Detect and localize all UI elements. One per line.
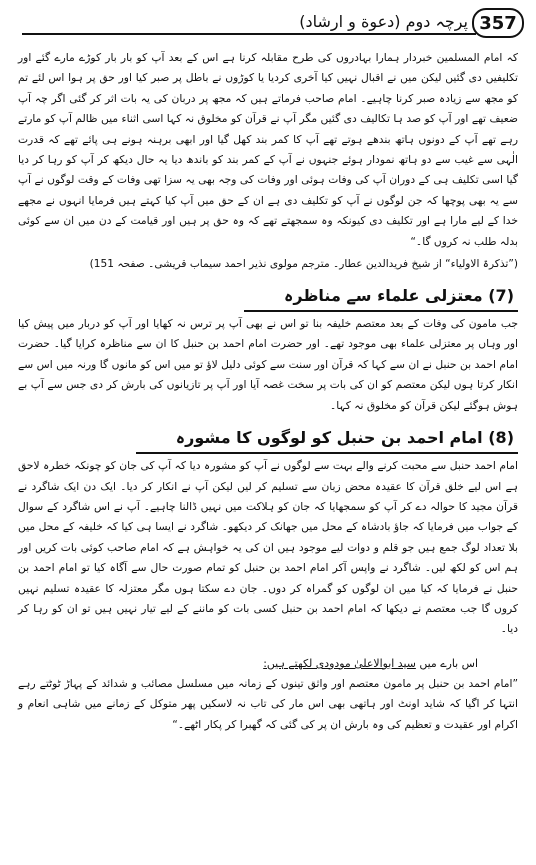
paragraph-1: کہ امام المسلمین خبردار ہمارا بہادروں کی طرح مقابلہ کرنا ہے اس کے بعد آپ کو بار بار کوڑے مارے گئے اور تکلیفیں دی گئیں لیکن میں نے اقبال نہیں کیا آخری کردیا یا کوڑوں نے باطل پر صبر کیا اور حق پر ہوا اس لئے تم کو مجھ سے زیادہ صبر کرنا چاہیے۔ امام صاحب فرماتے ہیں کہ مجھ پر دربان کی یہ بات اثر کر گئی اگر چہ آپ ضعیف تھے اور آپ کو صد ہا تکالیف دی گئیں مگر آپ نے قرآن کو مخلوق نہ کہا اسی اثناء میں ظالم آپ کو مارتے رہے تھے آپ کے دونوں ہاتھ بندھے ہوتے تھے آپ کا کمر بند کھل گیا اور ابھی برہنہ ہونے ہی پائے تھے کہ قدرت الٰہی سے غیب سے دو ہاتھ نمودار ہوئے جنہوں نے آپ کے کمر بند کو باندھ دیا یہ حال دیکھ کر آپ کو رہا کر دیا گیا اسی تکلیف ہی کے دوران آپ کی وفات ہوئی اور وفات کی وجہ بھی یہ سزا تھی وفات کے وقت لوگوں نے آپ سے یہ بھی پوچھا کہ جن لوگوں نے آپ کو تکلیف دی ہے ان کے حق میں آپ کیا کہتے ہیں فرمایا انہوں نے مجھے خدا کے لیے مارا ہے اور تکلیف دی کیونکہ وہ سمجھتے تھے کہ وہ حق پر ہیں اور قیامت کے دن میں ان سے کوئی بدلہ طلب نہ کروں گا۔“ [18, 51, 518, 248]
running-title: پرچہ دوم (دعوة و ارشاد) [299, 12, 468, 31]
paragraph-2: جب مامون کی وفات کے بعد معتصم خلیفہ بنا تو اس نے بھی آپ پر ترس نہ کھایا اور آپ کو دربار میں پیش کیا اور وہاں پر معتزلی علماء بھی موجود تھے۔ اور حضرت امام احمد بن حنبل کا ان سے مناظرہ کرایا گیا۔ حضرت امام احمد بن حنبل نے ان سے کہا کہ قرآن اور سنت سے کوئی دلیل لاؤ تو میں اس کو مانوں گا ورنہ میں اس سے انکار کرتا ہوں لیکن معتصم کو ان کی بات پر سخت غصہ آیا اور آپ پر تازیانوں کی بارش کر دی جس سے آپ بے ہوش ہوگئے لیکن قرآن کو مخلوق نہ کہا۔ [18, 317, 518, 412]
section-8-heading-row [18, 416, 518, 456]
header-rule [22, 33, 476, 35]
quote-intro-author: سید ابوالاعلیٰ مودودی لکھتے ہیں: [263, 656, 416, 670]
paragraph-3: امام احمد حنبل سے محبت کرنے والے بہت سے لوگوں نے آپ کو مشورہ دیا کہ آپ کی جان کو چونکہ خطرہ لاحق ہے اس لیے خلق قرآن کا عقیدہ محض زبان سے تسلیم کر لیں لیکن آپ نے انکار کر دیا۔ ایک دن ایک شاگرد نے قرآن مجید کا حوالہ دے کر آپ کو سمجھایا کہ جان کو ہلاکت میں نہیں ڈالنا چاہیے۔ آپ نے اس شاگرد کے سوال کے جواب میں فرمایا کہ جاؤ بادشاہ کے محل میں جھانک کر دیکھو۔ شاگرد نے ایسا ہی کیا کہ خلیفہ کے محل میں بلا تعداد لوگ جمع ہیں جو قلم و دوات لیے موجود ہیں ان کی یہ خواہش ہے کہ امام صاحب کوئی بات کریں اور ہم اس کو لکھ لیں۔ شاگرد نے واپس آکر امام احمد بن حنبل کو تمام صورت حال سے آگاہ کیا تو امام احمد بن حنبل نے فرمایا کہ کیا میں ان لوگوں کو گمراہ کر دوں۔ جان دے سکتا ہوں مگر معتزلہ کا عقیدہ تسلیم نہیں کروں گا جب معتصم نے دیکھا کہ امام احمد بن حنبل کسی بات کو ماننے کے لیے تیار نہیں ہیں تو ان کو رہا کر دیا۔ [18, 459, 518, 636]
section-7-heading-row [18, 274, 518, 314]
citation: (”تذکرۃ الاولیاء“ از شیخ فریدالدین عطار۔ مترجم مولوی نذیر احمد سیماب قریشی۔ صفحہ 151) [89, 258, 518, 271]
page-number: 357 [472, 8, 524, 38]
page-body [18, 48, 518, 855]
paragraph-4: ”امام احمد بن حنبل پر مامون معتصم اور واثق تینوں کے زمانہ میں مسلسل مصائب و شدائد کے پہاڑ ٹوٹتے رہے انتہا کر اگیا کہ شاید اونٹ اور ہاتھی بھی اس مار کی تاب نہ لاسکیں پھر متوکل کے زمانے میں شاہی انعام و اکرام اور عقیدت و تعظیم کی وہ بارش ان پر کی گئی کہ گھبرا کر پکار اٹھے۔“ [18, 676, 518, 731]
quote-intro [18, 654, 518, 674]
quote-intro-lead: اس بارے میں [419, 656, 478, 670]
page-header [0, 0, 536, 44]
section-7-heading: (7) معتزلی علماء سے مناظرہ [284, 284, 518, 310]
section-8-heading: (8) امام احمد بن حنبل کو لوگوں کا مشورہ [176, 426, 518, 452]
